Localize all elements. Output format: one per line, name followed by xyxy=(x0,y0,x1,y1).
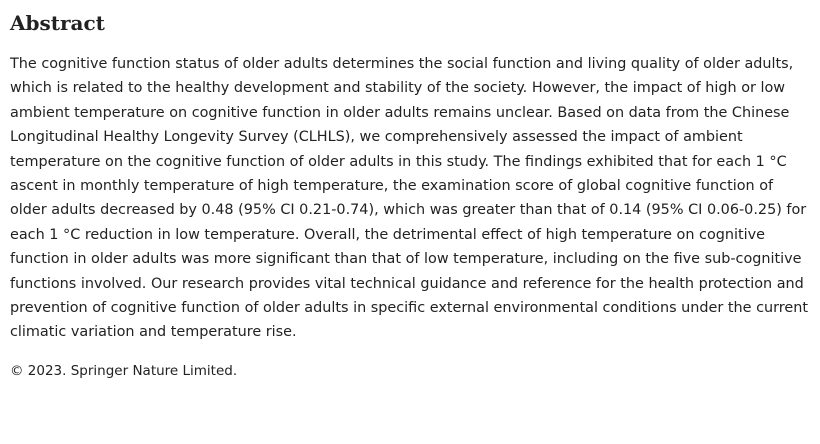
abstract-section xyxy=(10,8,810,381)
abstract-body: The cognitive function status of older adults determines the social function and living quality of older adults, which is related to the healthy development and stability of the society. However, the impact of high or low ambient temperature on cognitive function in older adults remains unclear. Based on data from the Chinese Longitudinal Healthy Longevity Survey (CLHLS), we comprehensively assessed the impact of ambient temperature on the cognitive function of older adults in this study. The findings exhibited that for each 1 °C ascent in monthly temperature of high temperature, the examination score of global cognitive function of older adults decreased by 0.48 (95% CI 0.21-0.74), which was greater than that of 0.14 (95% CI 0.06-0.25) for each 1 °C reduction in low temperature. Overall, the detrimental effect of high temperature on cognitive function in older adults was more significant than that of low temperature, including on the five sub-cognitive functions involved. Our research provides vital technical guidance and reference for the health protection and prevention of cognitive function of older adults in specific external environmental conditions under the current climatic variation and temperature rise. xyxy=(10,56,808,341)
abstract-heading: Abstract xyxy=(10,11,105,35)
copyright-notice: © 2023. Springer Nature Limited. xyxy=(10,362,238,379)
